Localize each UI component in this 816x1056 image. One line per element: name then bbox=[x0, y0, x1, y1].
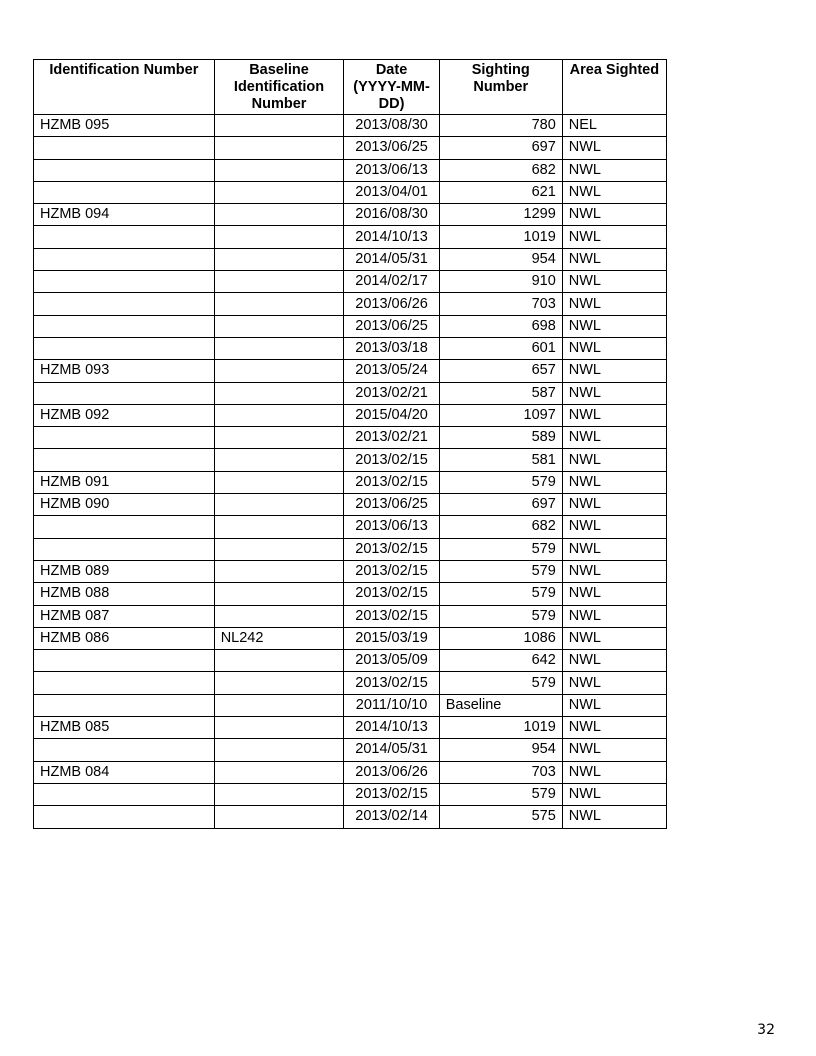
cell-date: 2013/02/15 bbox=[344, 560, 439, 582]
cell-area-sighted: NWL bbox=[562, 427, 666, 449]
table-row bbox=[34, 204, 667, 226]
cell-baseline-identification-number bbox=[214, 204, 344, 226]
cell-date: 2013/08/30 bbox=[344, 115, 439, 137]
page-number: 32 bbox=[757, 1022, 775, 1038]
cell-identification-number: HZMB 093 bbox=[34, 360, 215, 382]
table-row bbox=[34, 560, 667, 582]
table-row bbox=[34, 694, 667, 716]
cell-baseline-identification-number bbox=[214, 516, 344, 538]
cell-sighting-number: 954 bbox=[439, 248, 562, 270]
cell-sighting-number: 575 bbox=[439, 806, 562, 828]
table-row bbox=[34, 739, 667, 761]
cell-baseline-identification-number bbox=[214, 404, 344, 426]
table-row bbox=[34, 783, 667, 805]
table-row bbox=[34, 471, 667, 493]
cell-baseline-identification-number bbox=[214, 181, 344, 203]
cell-sighting-number: 1299 bbox=[439, 204, 562, 226]
cell-date: 2013/06/25 bbox=[344, 137, 439, 159]
cell-baseline-identification-number: NL242 bbox=[214, 627, 344, 649]
cell-area-sighted: NWL bbox=[562, 560, 666, 582]
cell-area-sighted: NWL bbox=[562, 204, 666, 226]
table-row bbox=[34, 159, 667, 181]
cell-sighting-number: 1019 bbox=[439, 226, 562, 248]
table-row bbox=[34, 672, 667, 694]
cell-area-sighted: NWL bbox=[562, 137, 666, 159]
cell-area-sighted: NWL bbox=[562, 516, 666, 538]
table-row bbox=[34, 181, 667, 203]
cell-date: 2013/06/26 bbox=[344, 293, 439, 315]
cell-sighting-number: 621 bbox=[439, 181, 562, 203]
cell-sighting-number: 1097 bbox=[439, 404, 562, 426]
cell-identification-number: HZMB 089 bbox=[34, 560, 215, 582]
cell-baseline-identification-number bbox=[214, 739, 344, 761]
cell-date: 2013/02/21 bbox=[344, 382, 439, 404]
cell-date: 2013/03/18 bbox=[344, 337, 439, 359]
cell-sighting-number: 1019 bbox=[439, 717, 562, 739]
cell-area-sighted: NWL bbox=[562, 226, 666, 248]
cell-area-sighted: NWL bbox=[562, 471, 666, 493]
cell-baseline-identification-number bbox=[214, 137, 344, 159]
cell-date: 2015/04/20 bbox=[344, 404, 439, 426]
cell-date: 2013/06/25 bbox=[344, 494, 439, 516]
cell-date: 2014/10/13 bbox=[344, 226, 439, 248]
cell-baseline-identification-number bbox=[214, 293, 344, 315]
cell-identification-number bbox=[34, 449, 215, 471]
cell-date: 2013/06/25 bbox=[344, 315, 439, 337]
header-date: Date (YYYY-MM-DD) bbox=[344, 60, 439, 115]
table-row bbox=[34, 605, 667, 627]
cell-identification-number bbox=[34, 538, 215, 560]
cell-baseline-identification-number bbox=[214, 538, 344, 560]
cell-area-sighted: NWL bbox=[562, 627, 666, 649]
table-row bbox=[34, 382, 667, 404]
cell-identification-number: HZMB 090 bbox=[34, 494, 215, 516]
cell-identification-number: HZMB 094 bbox=[34, 204, 215, 226]
table-row bbox=[34, 137, 667, 159]
header-area-sighted: Area Sighted bbox=[562, 60, 666, 115]
cell-area-sighted: NWL bbox=[562, 739, 666, 761]
cell-identification-number: HZMB 085 bbox=[34, 717, 215, 739]
cell-baseline-identification-number bbox=[214, 672, 344, 694]
cell-identification-number bbox=[34, 226, 215, 248]
table-row bbox=[34, 538, 667, 560]
cell-baseline-identification-number bbox=[214, 159, 344, 181]
table-row bbox=[34, 806, 667, 828]
cell-area-sighted: NWL bbox=[562, 159, 666, 181]
cell-date: 2013/02/15 bbox=[344, 672, 439, 694]
cell-date: 2013/06/13 bbox=[344, 516, 439, 538]
cell-sighting-number: 579 bbox=[439, 560, 562, 582]
cell-sighting-number: 601 bbox=[439, 337, 562, 359]
cell-identification-number bbox=[34, 516, 215, 538]
cell-identification-number bbox=[34, 694, 215, 716]
cell-date: 2011/10/10 bbox=[344, 694, 439, 716]
table-row bbox=[34, 650, 667, 672]
cell-area-sighted: NWL bbox=[562, 181, 666, 203]
cell-identification-number bbox=[34, 137, 215, 159]
cell-area-sighted: NWL bbox=[562, 783, 666, 805]
cell-identification-number bbox=[34, 650, 215, 672]
cell-sighting-number: 698 bbox=[439, 315, 562, 337]
cell-date: 2013/02/14 bbox=[344, 806, 439, 828]
cell-identification-number bbox=[34, 739, 215, 761]
cell-area-sighted: NWL bbox=[562, 605, 666, 627]
cell-sighting-number: 589 bbox=[439, 427, 562, 449]
cell-baseline-identification-number bbox=[214, 471, 344, 493]
cell-area-sighted: NWL bbox=[562, 404, 666, 426]
cell-date: 2014/02/17 bbox=[344, 271, 439, 293]
cell-baseline-identification-number bbox=[214, 449, 344, 471]
table-row bbox=[34, 761, 667, 783]
cell-baseline-identification-number bbox=[214, 427, 344, 449]
table-header-row bbox=[34, 60, 667, 115]
cell-date: 2013/06/26 bbox=[344, 761, 439, 783]
cell-date: 2013/02/15 bbox=[344, 471, 439, 493]
cell-identification-number: HZMB 088 bbox=[34, 583, 215, 605]
cell-area-sighted: NWL bbox=[562, 650, 666, 672]
cell-area-sighted: NWL bbox=[562, 694, 666, 716]
cell-area-sighted: NWL bbox=[562, 806, 666, 828]
cell-sighting-number: 780 bbox=[439, 115, 562, 137]
cell-sighting-number: 657 bbox=[439, 360, 562, 382]
table-row bbox=[34, 404, 667, 426]
table-row bbox=[34, 583, 667, 605]
table-row bbox=[34, 494, 667, 516]
cell-baseline-identification-number bbox=[214, 605, 344, 627]
cell-date: 2013/02/21 bbox=[344, 427, 439, 449]
cell-identification-number bbox=[34, 248, 215, 270]
cell-baseline-identification-number bbox=[214, 717, 344, 739]
cell-sighting-number: 703 bbox=[439, 293, 562, 315]
cell-baseline-identification-number bbox=[214, 360, 344, 382]
table-row bbox=[34, 115, 667, 137]
cell-baseline-identification-number bbox=[214, 694, 344, 716]
cell-date: 2013/02/15 bbox=[344, 449, 439, 471]
cell-area-sighted: NWL bbox=[562, 271, 666, 293]
table-row bbox=[34, 516, 667, 538]
cell-sighting-number: 579 bbox=[439, 783, 562, 805]
cell-sighting-number: 703 bbox=[439, 761, 562, 783]
cell-sighting-number: 954 bbox=[439, 739, 562, 761]
cell-sighting-number: 697 bbox=[439, 494, 562, 516]
cell-date: 2013/02/15 bbox=[344, 605, 439, 627]
cell-identification-number: HZMB 092 bbox=[34, 404, 215, 426]
cell-sighting-number: 642 bbox=[439, 650, 562, 672]
table-row bbox=[34, 427, 667, 449]
cell-date: 2013/02/15 bbox=[344, 783, 439, 805]
cell-baseline-identification-number bbox=[214, 115, 344, 137]
cell-identification-number bbox=[34, 159, 215, 181]
cell-date: 2014/05/31 bbox=[344, 739, 439, 761]
cell-date: 2016/08/30 bbox=[344, 204, 439, 226]
cell-baseline-identification-number bbox=[214, 315, 344, 337]
cell-area-sighted: NWL bbox=[562, 315, 666, 337]
table-row bbox=[34, 337, 667, 359]
cell-date: 2014/05/31 bbox=[344, 248, 439, 270]
cell-area-sighted: NWL bbox=[562, 538, 666, 560]
table-row bbox=[34, 449, 667, 471]
cell-identification-number bbox=[34, 783, 215, 805]
cell-date: 2013/05/24 bbox=[344, 360, 439, 382]
cell-sighting-number: 910 bbox=[439, 271, 562, 293]
cell-area-sighted: NWL bbox=[562, 761, 666, 783]
table-row bbox=[34, 315, 667, 337]
cell-area-sighted: NWL bbox=[562, 337, 666, 359]
table-row bbox=[34, 271, 667, 293]
cell-identification-number bbox=[34, 271, 215, 293]
cell-area-sighted: NEL bbox=[562, 115, 666, 137]
cell-area-sighted: NWL bbox=[562, 248, 666, 270]
cell-baseline-identification-number bbox=[214, 226, 344, 248]
cell-baseline-identification-number bbox=[214, 583, 344, 605]
cell-sighting-number: 579 bbox=[439, 605, 562, 627]
cell-sighting-number: 682 bbox=[439, 516, 562, 538]
cell-area-sighted: NWL bbox=[562, 494, 666, 516]
cell-date: 2014/10/13 bbox=[344, 717, 439, 739]
table-row bbox=[34, 627, 667, 649]
cell-area-sighted: NWL bbox=[562, 583, 666, 605]
cell-identification-number: HZMB 091 bbox=[34, 471, 215, 493]
cell-baseline-identification-number bbox=[214, 783, 344, 805]
cell-baseline-identification-number bbox=[214, 337, 344, 359]
table-row bbox=[34, 248, 667, 270]
cell-date: 2015/03/19 bbox=[344, 627, 439, 649]
cell-baseline-identification-number bbox=[214, 382, 344, 404]
cell-area-sighted: NWL bbox=[562, 717, 666, 739]
cell-date: 2013/04/01 bbox=[344, 181, 439, 203]
table-body bbox=[34, 115, 667, 829]
cell-area-sighted: NWL bbox=[562, 360, 666, 382]
cell-identification-number bbox=[34, 315, 215, 337]
cell-baseline-identification-number bbox=[214, 560, 344, 582]
cell-identification-number bbox=[34, 427, 215, 449]
cell-sighting-number: 579 bbox=[439, 471, 562, 493]
cell-area-sighted: NWL bbox=[562, 293, 666, 315]
cell-sighting-number: 579 bbox=[439, 583, 562, 605]
header-sighting-number: Sighting Number bbox=[439, 60, 562, 115]
cell-identification-number bbox=[34, 382, 215, 404]
cell-baseline-identification-number bbox=[214, 806, 344, 828]
table-row bbox=[34, 717, 667, 739]
cell-sighting-number: Baseline bbox=[439, 694, 562, 716]
header-identification-number: Identification Number bbox=[34, 60, 215, 115]
table-row bbox=[34, 360, 667, 382]
cell-baseline-identification-number bbox=[214, 248, 344, 270]
cell-baseline-identification-number bbox=[214, 271, 344, 293]
cell-date: 2013/02/15 bbox=[344, 583, 439, 605]
cell-baseline-identification-number bbox=[214, 761, 344, 783]
cell-identification-number bbox=[34, 672, 215, 694]
cell-sighting-number: 587 bbox=[439, 382, 562, 404]
cell-identification-number bbox=[34, 293, 215, 315]
cell-sighting-number: 579 bbox=[439, 538, 562, 560]
cell-baseline-identification-number bbox=[214, 494, 344, 516]
header-baseline-identification-number: Baseline Identification Number bbox=[214, 60, 344, 115]
cell-identification-number bbox=[34, 337, 215, 359]
cell-area-sighted: NWL bbox=[562, 449, 666, 471]
cell-area-sighted: NWL bbox=[562, 382, 666, 404]
cell-sighting-number: 1086 bbox=[439, 627, 562, 649]
cell-date: 2013/06/13 bbox=[344, 159, 439, 181]
cell-identification-number: HZMB 087 bbox=[34, 605, 215, 627]
cell-identification-number: HZMB 084 bbox=[34, 761, 215, 783]
cell-date: 2013/02/15 bbox=[344, 538, 439, 560]
cell-sighting-number: 682 bbox=[439, 159, 562, 181]
cell-sighting-number: 697 bbox=[439, 137, 562, 159]
cell-sighting-number: 579 bbox=[439, 672, 562, 694]
cell-identification-number: HZMB 086 bbox=[34, 627, 215, 649]
table-row bbox=[34, 293, 667, 315]
cell-date: 2013/05/09 bbox=[344, 650, 439, 672]
cell-area-sighted: NWL bbox=[562, 672, 666, 694]
cell-baseline-identification-number bbox=[214, 650, 344, 672]
table-row bbox=[34, 226, 667, 248]
cell-identification-number: HZMB 095 bbox=[34, 115, 215, 137]
sightings-table bbox=[33, 59, 667, 829]
cell-identification-number bbox=[34, 181, 215, 203]
cell-sighting-number: 581 bbox=[439, 449, 562, 471]
cell-identification-number bbox=[34, 806, 215, 828]
